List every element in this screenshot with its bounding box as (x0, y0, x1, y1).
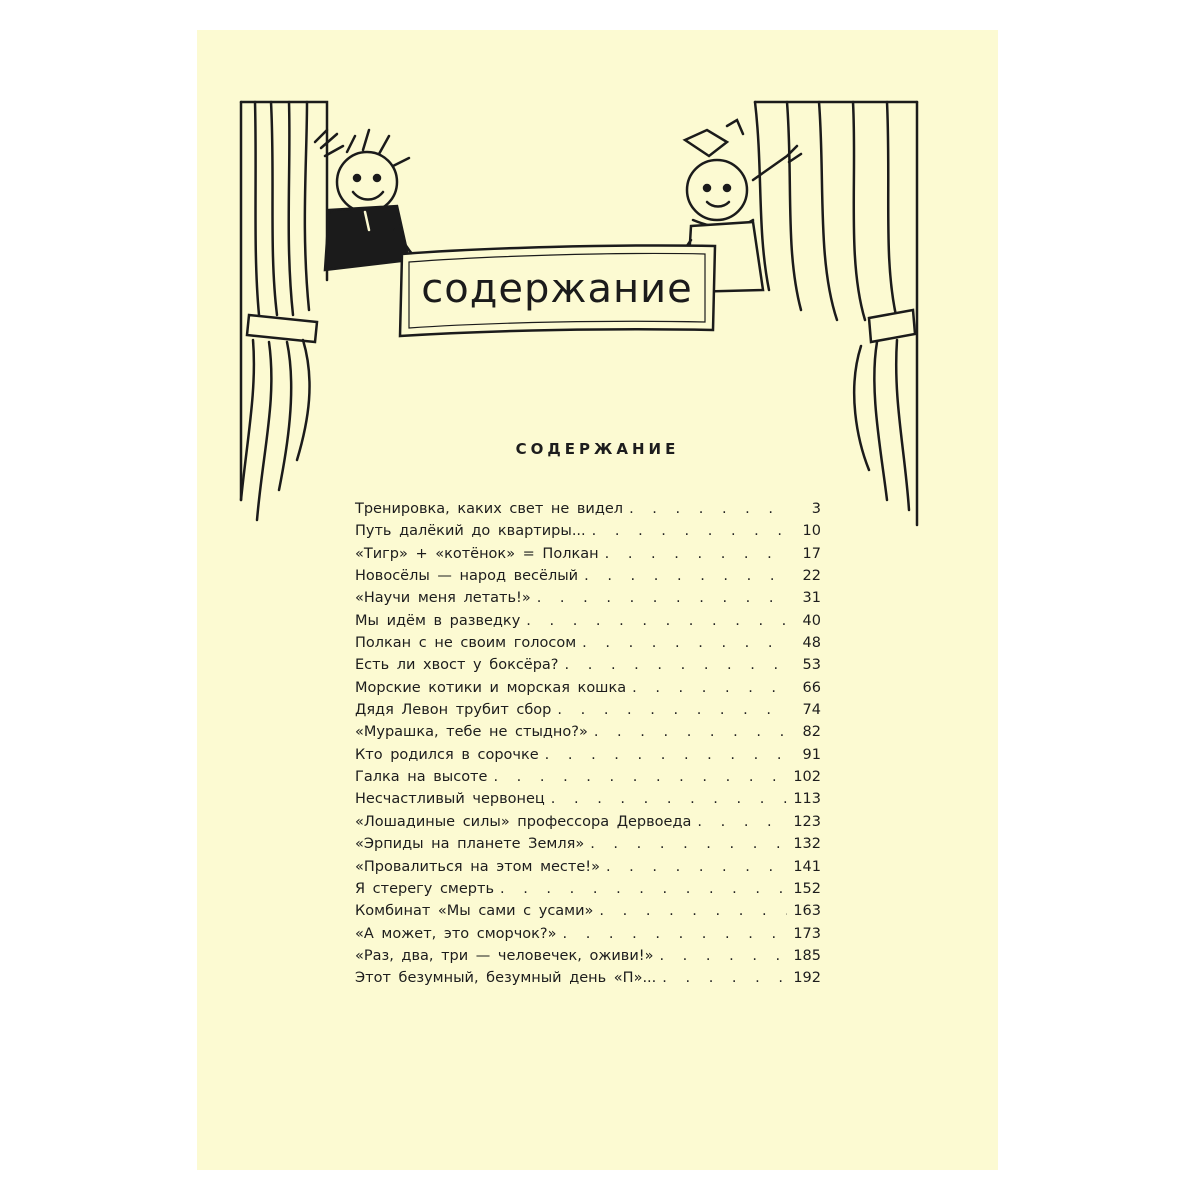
toc-dot-leader (629, 498, 787, 520)
toc-entry (355, 967, 821, 989)
toc-dot-leader (659, 945, 787, 967)
boy-puppet-figure (315, 130, 417, 270)
toc-entry (355, 632, 821, 654)
toc-dot-leader (557, 699, 787, 721)
toc-entry-page-number: 91 (802, 746, 821, 763)
toc-dot-leader (563, 923, 788, 945)
toc-entry (355, 788, 821, 810)
toc-entry (355, 677, 821, 699)
toc-dot-leader (545, 744, 787, 766)
toc-entry-page-number: 31 (802, 590, 821, 607)
toc-dot-leader (526, 610, 787, 632)
toc-entry-title: «Эрпиды на планете Земля» (355, 836, 585, 853)
toc-entry-page-number: 10 (802, 523, 821, 540)
toc-entry-title: Комбинат «Мы сами с усами» (355, 903, 594, 920)
toc-entry-page-number: 17 (802, 545, 821, 562)
toc-dot-leader (565, 654, 787, 676)
toc-entry (355, 565, 821, 587)
toc-entry (355, 654, 821, 676)
toc-entry-page-number: 152 (793, 880, 821, 897)
toc-entry-page-number: 185 (793, 947, 821, 964)
toc-entry (355, 811, 821, 833)
toc-entry-page-number: 3 (811, 501, 821, 517)
toc-dot-leader (606, 856, 787, 878)
toc-dot-leader (599, 900, 787, 922)
toc-entry (355, 498, 821, 520)
toc-entry (355, 945, 821, 967)
toc-entry-page-number: 40 (802, 612, 821, 629)
toc-dot-leader (632, 677, 787, 699)
toc-entry-page-number: 66 (802, 679, 821, 696)
toc-entry-page-number: 132 (793, 836, 821, 853)
toc-entry-title: Путь далёкий до квартиры... (355, 523, 586, 540)
toc-entry (355, 833, 821, 855)
toc-dot-leader (582, 632, 787, 654)
toc-entry-title: Галка на высоте (355, 769, 488, 786)
toc-entry-title: «Раз, два, три — человечек, оживи!» (355, 947, 654, 964)
toc-entry-page-number: 163 (793, 903, 821, 920)
toc-entry-page-number: 22 (802, 568, 821, 585)
toc-entry (355, 520, 821, 542)
toc-entry (355, 610, 821, 632)
contents-banner (400, 245, 715, 336)
toc-entry-title: «А может, это сморчок?» (355, 925, 557, 942)
toc-entry-title: Несчастливый червонец (355, 791, 545, 808)
toc-dot-leader (594, 721, 787, 743)
toc-entry-title: Мы идём в разведку (355, 612, 521, 629)
toc-entry-title: «Мурашка, тебе не стыдно?» (355, 724, 588, 741)
toc-entry-title: Дядя Левон трубит сбор (355, 702, 552, 719)
toc-dot-leader (697, 811, 787, 833)
toc-entry-title: Есть ли хвост у боксёра? (355, 657, 559, 674)
toc-entry-page-number: 141 (793, 858, 821, 875)
toc-entry-page-number: 74 (802, 702, 821, 719)
toc-entry-title: Полкан с не своим голосом (355, 635, 577, 652)
toc-dot-leader (537, 587, 787, 609)
toc-entry-page-number: 173 (793, 925, 821, 942)
toc-entry (355, 699, 821, 721)
toc-entry-title: Тренировка, каких свет не видел (355, 501, 624, 517)
toc-entry-title: Морские котики и морская кошка (355, 679, 627, 696)
toc-dot-leader (551, 788, 787, 810)
toc-dot-leader (605, 543, 787, 565)
toc-entry (355, 900, 821, 922)
toc-entry-page-number: 53 (802, 657, 821, 674)
toc-entry (355, 543, 821, 565)
toc-dot-leader (662, 967, 787, 989)
toc-entry-page-number: 102 (793, 769, 821, 786)
toc-entry-page-number: 48 (802, 635, 821, 652)
toc-dot-leader (493, 766, 787, 788)
toc-dot-leader (592, 520, 787, 542)
toc-entry-title: Новосёлы — народ весёлый (355, 568, 579, 585)
toc-entry-title: Этот безумный, безумный день «П»... (355, 970, 657, 987)
right-curtain (755, 102, 917, 525)
book-page (197, 30, 998, 1170)
toc-entry-title: «Провалиться на этом месте!» (355, 858, 600, 875)
toc-entry-page-number: 113 (793, 791, 821, 808)
toc-entry (355, 744, 821, 766)
toc-entry-title: «Лошадиные силы» профессора Дервоеда (355, 813, 692, 830)
toc-entry-title: «Тигр» + «котёнок» = Полкан (355, 545, 599, 562)
toc-entry-title: «Научи меня летать!» (355, 590, 531, 607)
toc-entry-page-number: 123 (793, 813, 821, 830)
toc-entry (355, 587, 821, 609)
page-title: СОДЕРЖАНИЕ (515, 440, 680, 458)
toc-entry-title: Я стерегу смерть (355, 880, 494, 897)
toc-entry-title: Кто родился в сорочке (355, 746, 539, 763)
toc-entry (355, 878, 821, 900)
toc-entry (355, 923, 821, 945)
toc-entry (355, 766, 821, 788)
toc-dot-leader (500, 878, 787, 900)
toc-entry-page-number: 82 (802, 724, 821, 741)
toc-entry (355, 856, 821, 878)
banner-label: содержание (421, 266, 693, 312)
toc-entry (355, 721, 821, 743)
toc-entry-page-number: 192 (793, 970, 821, 987)
toc-dot-leader (584, 565, 787, 587)
toc-dot-leader (590, 833, 787, 855)
table-of-contents (355, 498, 821, 990)
